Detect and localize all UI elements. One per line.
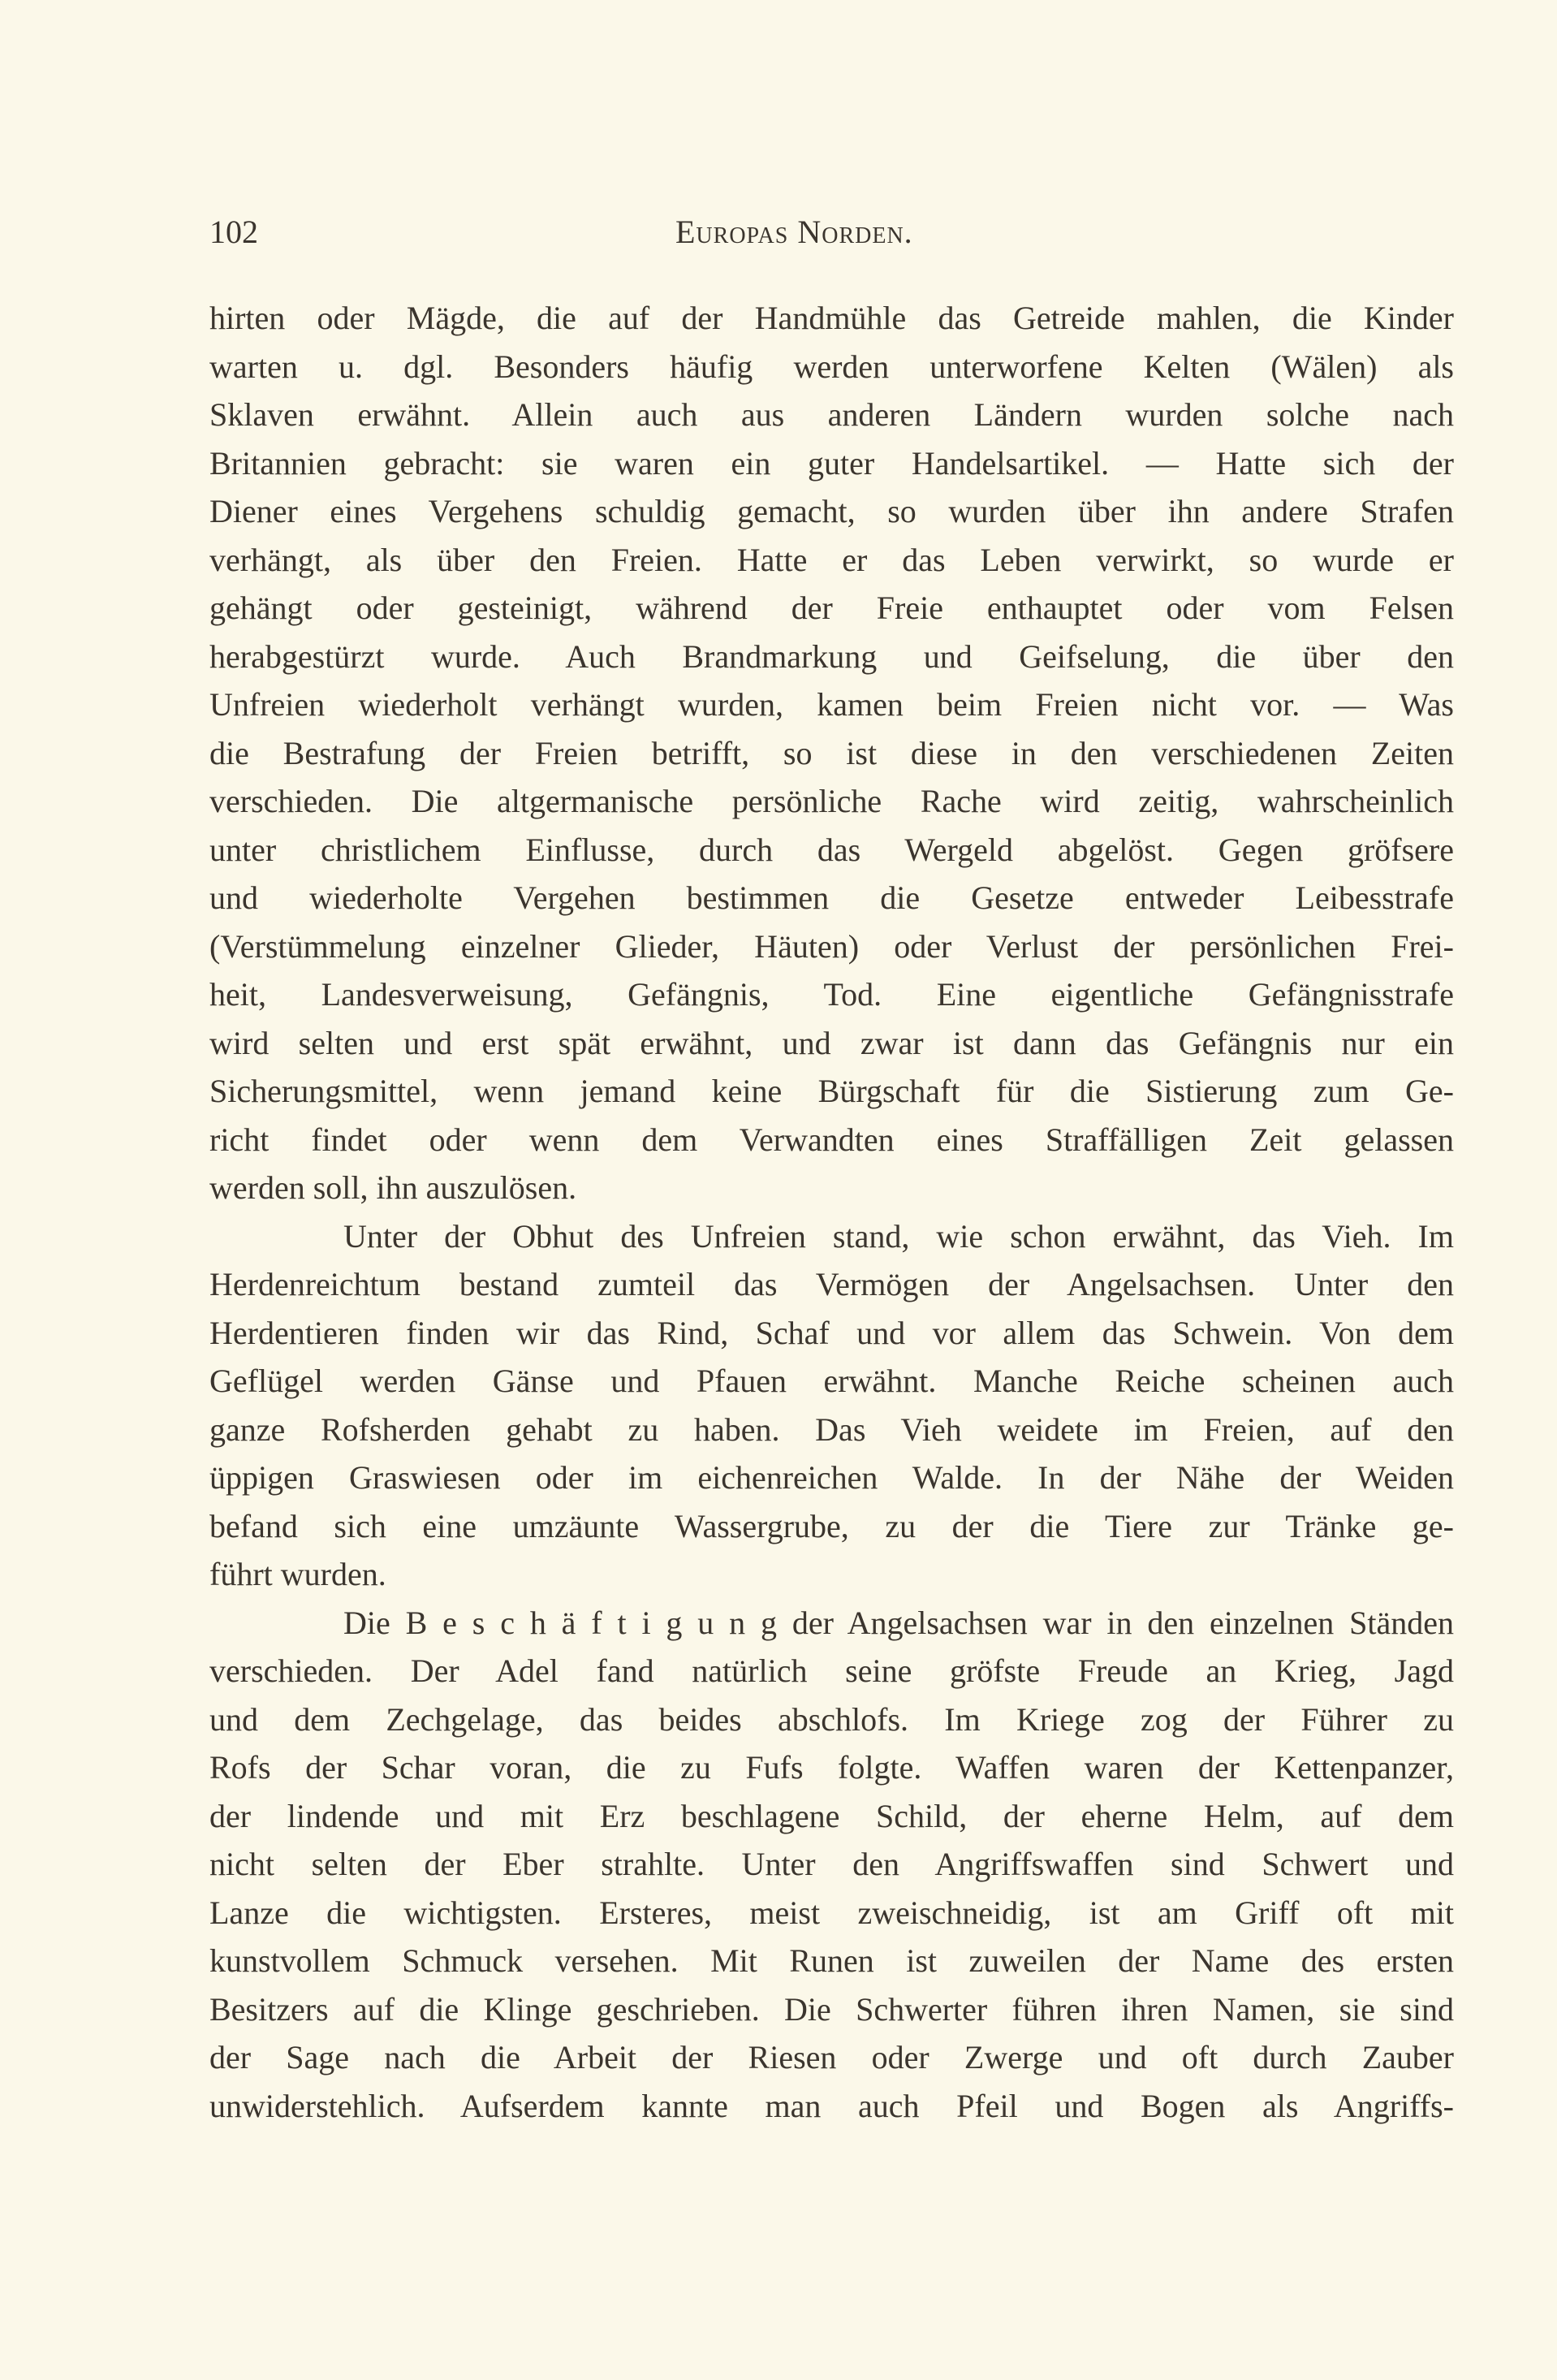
text-line: Rofs der Schar voran, die zu Fufs folgte. Waffen waren der Kettenpanzer,: [209, 1749, 1454, 1786]
text-line: ganze Rofsherden gehabt zu haben. Das Vieh weidete im Freien, auf den: [209, 1410, 1454, 1448]
text-line: Herdentieren finden wir das Rind, Schaf und vor allem das Schwein. Von dem: [209, 1314, 1454, 1351]
text-line: gehängt oder gesteinigt, während der Freie enthauptet oder vom Felsen: [209, 590, 1454, 626]
text-line: unwiderstehlich. Aufserdem kannte man auch Pfeil und Bogen als Angriffs-: [209, 2087, 1454, 2124]
text-line: Besitzers auf die Klinge geschrieben. Die Schwerter führen ihren Namen, sie sind: [209, 1990, 1454, 2028]
text-line: unter christlichem Einflusse, durch das Wergeld abgelöst. Gegen gröfsere: [209, 831, 1454, 868]
text-line: Die B e s c h ä f t i g u n g der Angelsachsen war in den einzelnen Ständen: [343, 1604, 1454, 1641]
text-line: die Bestrafung der Freien betrifft, so ist diese in den verschiedenen Zeiten: [209, 734, 1454, 771]
text-line: Unter der Obhut des Unfreien stand, wie schon erwähnt, das Vieh. Im: [343, 1217, 1454, 1255]
text-line: Sicherungsmittel, wenn jemand keine Bürgschaft für die Sistierung zum Ge-: [209, 1073, 1454, 1109]
text-line: (Verstümmelung einzelner Glieder, Häuten) oder Verlust der persönlichen Frei-: [209, 927, 1454, 965]
text-line: führt wurden.: [209, 1556, 386, 1592]
text-line: herabgestürzt wurde. Auch Brandmarkung und Geifselung, die über den: [209, 637, 1454, 675]
text-line: Geflügel werden Gänse und Pfauen erwähnt. Manche Reiche scheinen auch: [209, 1363, 1454, 1399]
text-line: kunstvollem Schmuck versehen. Mit Runen ist zuweilen der Name des ersten: [209, 1942, 1454, 1979]
text-line: werden soll, ihn auszulösen.: [209, 1169, 577, 1206]
text-line: der Sage nach die Arbeit der Riesen oder Zwerge und oft durch Zauber: [209, 2039, 1454, 2075]
text-line: der lindende und mit Erz beschlagene Schild, der eherne Helm, auf dem: [209, 1797, 1454, 1834]
text-line: verschieden. Die altgermanische persönliche Rache wird zeitig, wahrscheinlich: [209, 783, 1454, 819]
text-line: und dem Zechgelage, das beides abschlofs. Im Kriege zog der Führer zu: [209, 1700, 1454, 1738]
body-text: [209, 294, 1454, 2130]
text-line: richt findet oder wenn dem Verwandten eines Straffälligen Zeit gelassen: [209, 1121, 1454, 1158]
text-line: warten u. dgl. Besonders häufig werden unterworfene Kelten (Wälen) als: [209, 348, 1454, 385]
text-line: hirten oder Mägde, die auf der Handmühle das Getreide mahlen, die Kinder: [209, 300, 1454, 336]
text-line: nicht selten der Eber strahlte. Unter den Angriffswaffen sind Schwert und: [209, 1846, 1454, 1882]
text-line: wird selten und erst spät erwähnt, und zwar ist dann das Gefängnis nur ein: [209, 1024, 1454, 1061]
text-line: verhängt, als über den Freien. Hatte er das Leben verwirkt, so wurde er: [209, 541, 1454, 578]
page-number: 102: [209, 214, 258, 250]
running-head: Europas Norden.: [675, 214, 913, 250]
text-line: Herdenreichtum bestand zumteil das Vermögen der Angelsachsen. Unter den: [209, 1266, 1454, 1302]
text-line: Unfreien wiederholt verhängt wurden, kamen beim Freien nicht vor. — Was: [209, 686, 1454, 723]
text-line: Lanze die wichtigsten. Ersteres, meist zweischneidig, ist am Griff oft mit: [209, 1894, 1454, 1931]
text-line: Diener eines Vergehens schuldig gemacht, so wurden über ihn andere Strafen: [209, 493, 1454, 529]
text-line: Britannien gebracht: sie waren ein guter Handelsartikel. — Hatte sich der: [209, 444, 1454, 482]
text-line: befand sich eine umzäunte Wassergrube, zu der die Tiere zur Tränke ge-: [209, 1507, 1454, 1544]
text-line: und wiederholte Vergehen bestimmen die Gesetze entweder Leibesstrafe: [209, 879, 1454, 916]
text-line: verschieden. Der Adel fand natürlich seine gröfste Freude an Krieg, Jagd: [209, 1652, 1454, 1689]
text-line: Sklaven erwähnt. Allein auch aus anderen Ländern wurden solche nach: [209, 396, 1454, 433]
text-line: üppigen Graswiesen oder im eichenreichen Walde. In der Nähe der Weiden: [209, 1459, 1454, 1496]
text-line: heit, Landesverweisung, Gefängnis, Tod. Eine eigentliche Gefängnisstrafe: [209, 976, 1454, 1013]
